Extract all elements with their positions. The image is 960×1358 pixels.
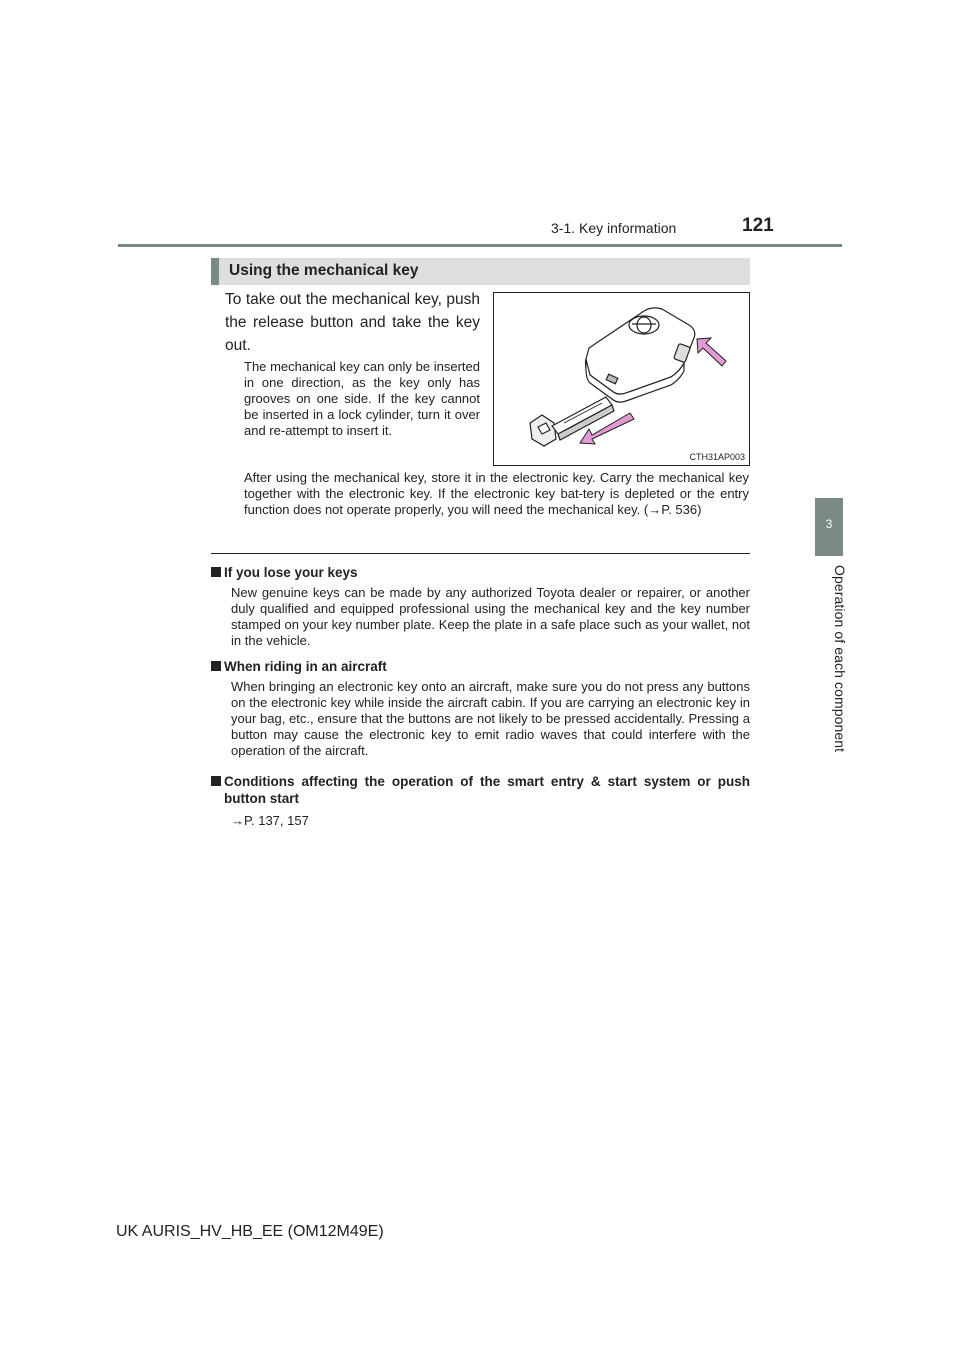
mechanical-key-figure xyxy=(493,292,750,466)
section-heading-text: Using the mechanical key xyxy=(229,262,419,279)
figure-code: CTH31AP003 xyxy=(689,452,745,462)
square-bullet-icon xyxy=(211,661,221,671)
note-lost-keys xyxy=(211,564,750,649)
chapter-number: 3 xyxy=(825,517,833,531)
note-title xyxy=(211,658,750,675)
note-body: When bringing an electronic key onto an aircraft, make sure you do not press any buttons on the electronic key while inside the aircraft cabin. If you are carrying an electronic key in your bag, etc., ensure that the buttons are not likely to be pressed accidentally. Pressing a button may cause the electronic key to emit radio waves that could interfere with the operation of the aircraft. xyxy=(231,679,750,758)
note-smart-entry xyxy=(211,773,750,829)
chapter-title: Operation of each component xyxy=(832,565,848,753)
key-direction-note: The mechanical key can only be inserted in one direction, as the key only has grooves on one side. If the key cannot be inserted in a lock cylinder, turn it over and re-attempt to insert it. xyxy=(244,359,480,438)
note-title xyxy=(211,773,750,807)
key-storage-note: After using the mechanical key, store it in the electronic key. Carry the mechanical key together with the electronic key. If the electronic key bat-tery is depleted or the entry function does not operate properly, you will need the mechanical key. (→P. 536) xyxy=(244,470,749,517)
key-illustration xyxy=(494,293,749,465)
document-id: UK AURIS_HV_HB_EE (OM12M49E) xyxy=(116,1223,384,1240)
lead-paragraph: To take out the mechanical key, push the release button and take the key out. xyxy=(225,291,480,354)
square-bullet-icon xyxy=(211,776,221,786)
note-title-text: When riding in an aircraft xyxy=(224,659,387,674)
note-title-text: Conditions affecting the operation of the smart entry & start system or push button start xyxy=(224,774,750,806)
note-title-text: If you lose your keys xyxy=(224,565,358,580)
header-rule xyxy=(118,244,842,247)
section-heading xyxy=(211,258,750,285)
note-title xyxy=(211,564,750,581)
note-body: →P. 137, 157 xyxy=(231,813,309,828)
page-number: 121 xyxy=(742,215,774,236)
note-body: New genuine keys can be made by any authorized Toyota dealer or repairer, or another duly qualified and equipped professional using the mechanical key and the key number stamped on your key number plate. Keep the plate in a safe place such as your wallet, not in the vehicle. xyxy=(231,585,750,648)
note-aircraft xyxy=(211,658,750,759)
section-title: 3-1. Key information xyxy=(551,220,677,236)
square-bullet-icon xyxy=(211,567,221,577)
section-divider xyxy=(211,553,750,554)
